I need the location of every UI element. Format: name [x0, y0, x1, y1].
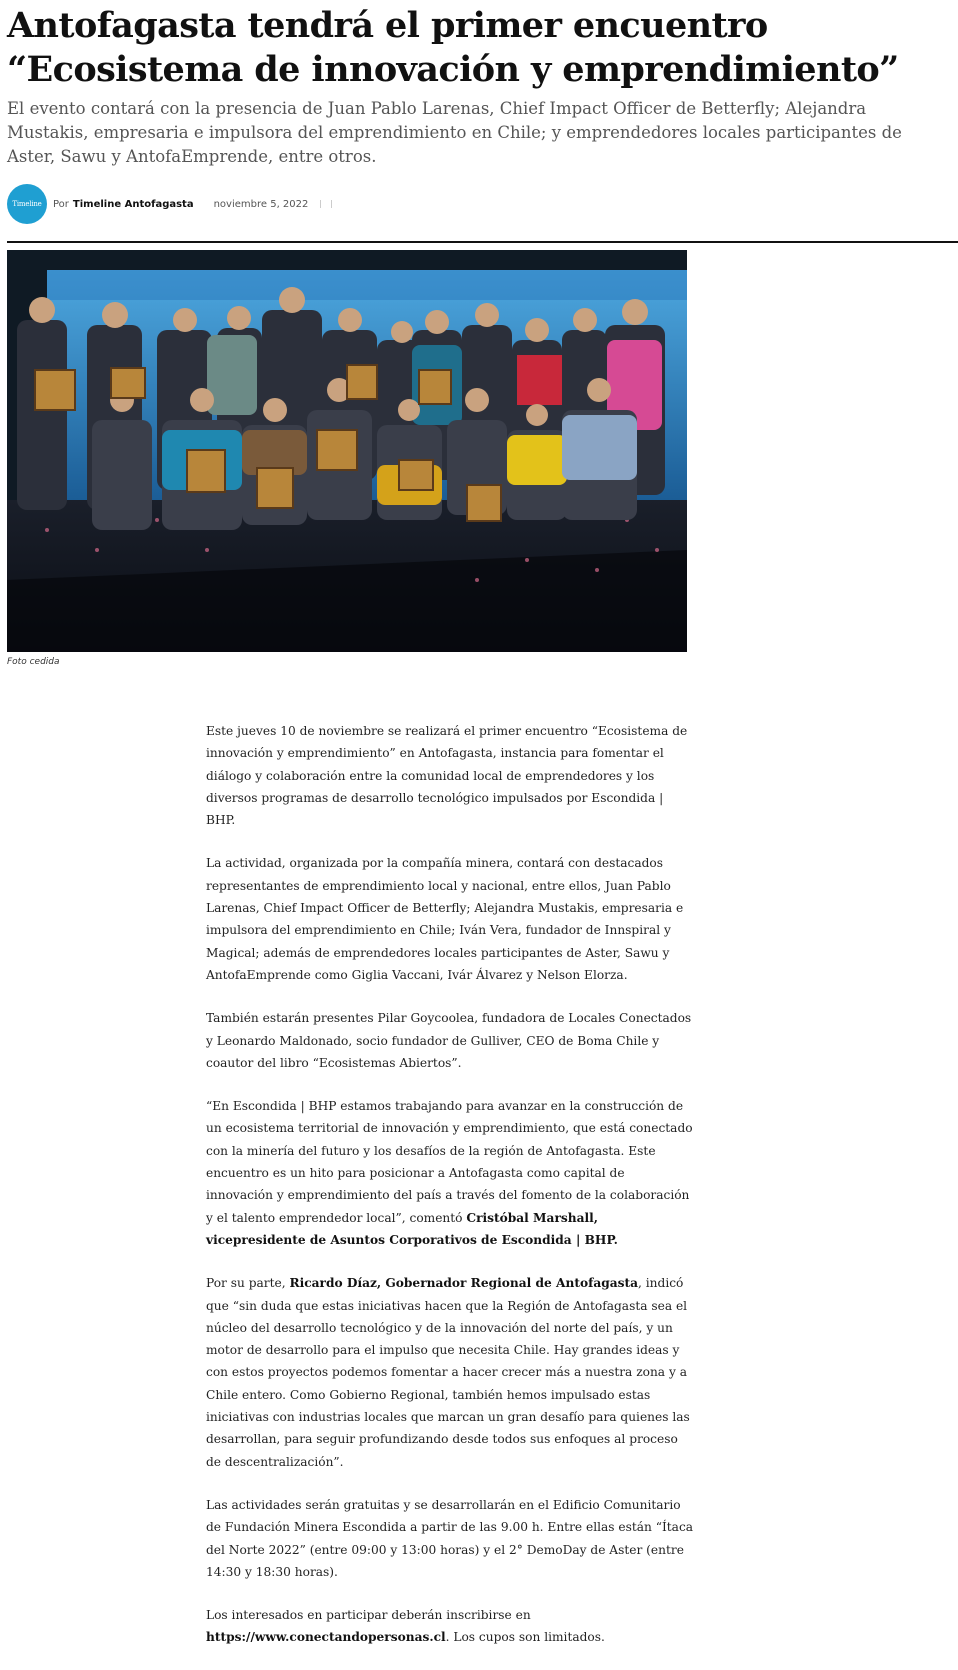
avatar-label: Timeline: [12, 200, 42, 208]
paragraph-5-intro: Por su parte,: [206, 1276, 290, 1291]
article-meta: [7, 184, 332, 224]
registration-link[interactable]: https://www.conectandopersonas.cl: [206, 1630, 446, 1645]
header-divider: [7, 241, 958, 243]
author-link[interactable]: Timeline Antofagasta: [72, 198, 194, 210]
paragraph-7-end: . Los cupos son limitados.: [445, 1630, 605, 1645]
paragraph-6: Las actividades serán gratuitas y se desarrollarán en el Edificio Comunitario de Fundación Minera Escondida a partir de las 9.00 h. Entre ellas están “Ítaca del Norte 2022” (entre 09:00 y 13:00 horas) y el 2° DemoDay de Aster (entre 14:30 y 18:30 horas).: [206, 1497, 694, 1579]
paragraph-3: También estarán presentes Pilar Goycoolea, fundadora de Locales Conectados y Leonardo Maldonado, socio fundador de Gulliver, CEO de Boma Chile y coautor del libro “Ecosistemas Abiertos”.: [206, 1011, 692, 1070]
author-avatar[interactable]: [7, 184, 47, 224]
paragraph-7-text: Los interesados en participar deberán inscribirse en: [206, 1608, 531, 1623]
quote-attribution: Cristóbal Marshall, vicepresidente de Asuntos Corporativos de Escondida | BHP.: [206, 1210, 618, 1247]
article-body: [206, 720, 694, 1670]
by-label: Por: [53, 198, 69, 210]
governor-name: Ricardo Díaz, Gobernador Regional de Antofagasta: [289, 1276, 639, 1291]
group-photo-illustration: [7, 250, 687, 652]
article-subtitle: El evento contará con la presencia de Juan Pablo Larenas, Chief Impact Officer de Betterfly; Alejandra Mustakis, empresaria e impulsora del emprendimiento en Chile; y emprendedores locales participantes de Aster, Sawu y AntofaEmprende, entre otros.: [7, 99, 902, 166]
article-photo: [7, 250, 687, 652]
paragraph-2: La actividad, organizada por la compañía minera, contará con destacados representantes de emprendimiento local y nacional, entre ellos, Juan Pablo Larenas, Chief Impact Officer de Betterfly; Alejandra Mustakis, empresaria e impulsora del emprendimiento en Chile; Iván Vera, fundador de Innspiral y Magical; además de emprendedores locales participantes de Aster, Sawu y AntofaEmprende como Giglia Vaccani, Ivár Álvarez y Nelson Elorza.: [206, 856, 684, 982]
quote-text: “En Escondida | BHP estamos trabajando para avanzar en la construcción de un ecosistema territorial de innovación y emprendimiento, que está conectado con la minería del futuro y los desafíos de la región de Antofagasta. Este encuentro es un hito para posicionar a Antofagasta como capital de innovación y emprendimiento del país a través del fomento de la colaboración y el talento emprendedor local”, comentó: [206, 1099, 693, 1225]
paragraph-4: [206, 1095, 694, 1251]
photo-caption: Foto cedida: [7, 657, 60, 667]
paragraph-5: [206, 1272, 694, 1473]
publish-date: noviembre 5, 2022: [213, 198, 309, 210]
paragraph-5-text: , indicó que “sin duda que estas iniciativas hacen que la Región de Antofagasta sea el núcleo del desarrollo tecnológico y de la innovación del norte del país, y un motor de desarrollo para el impulso que necesita Chile. Hay grandes ideas y con estos proyectos podemos fomentar a hacer crecer más a nuestra zona y a Chile entero. Como Gobierno Regional, también hemos impulsado estas iniciativas con industrias locales que marcan un gran desafío para quienes las desarrollan, para seguir profundizando desde todos sus enfoques al proceso de descentralización”.: [206, 1276, 690, 1469]
meta-separator: [320, 200, 321, 208]
paragraph-1: Este jueves 10 de noviembre se realizará el primer encuentro “Ecosistema de innovación y emprendimiento” en Antofagasta, instancia para fomentar el diálogo y colaboración entre la comunidad local de emprendedores y los diversos programas de desarrollo tecnológico impulsados por Escondida | BHP.: [206, 724, 688, 828]
paragraph-7: [206, 1604, 694, 1649]
meta-separator: [331, 200, 332, 208]
article-headline: Antofagasta tendrá el primer encuentro “Ecosistema de innovación y emprendimiento”: [7, 5, 899, 90]
